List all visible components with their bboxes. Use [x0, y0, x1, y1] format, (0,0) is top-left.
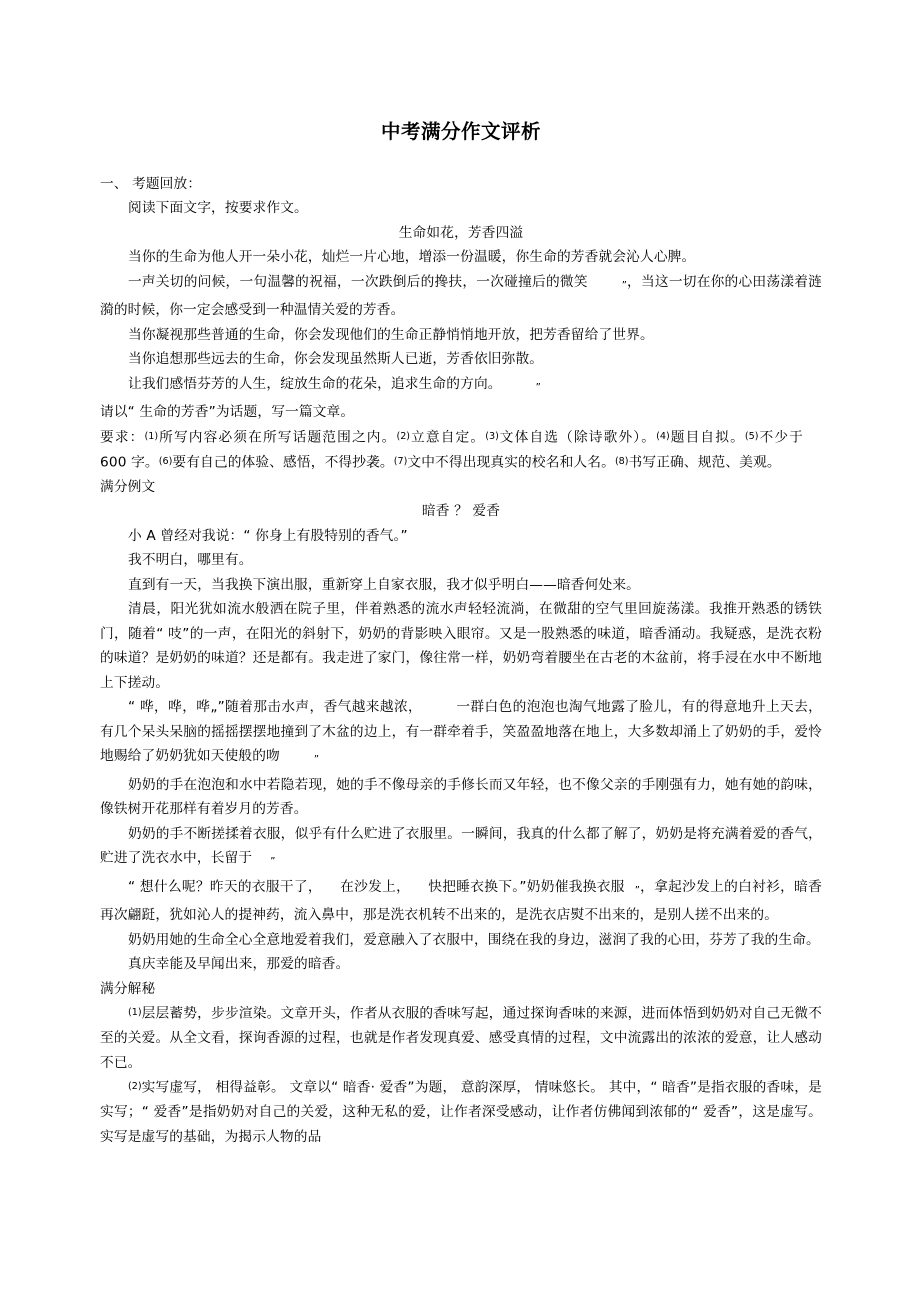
- requirements-label: 要求：: [100, 429, 145, 445]
- requirement-num-8: (8): [614, 455, 629, 467]
- prompt-paragraph-3: 当你凝视那些普通的生命，你会发现他们的生命正静悄悄地开放，把芳香留给了世界。: [128, 326, 654, 343]
- essay-paragraph-7: [100, 822, 822, 875]
- essay-title: 暗香 ？ 爱香: [421, 503, 501, 519]
- essay-paragraph-8-a: “ 想什么呢？昨天的衣服干了，: [128, 878, 322, 895]
- essay-paragraph-5-quote: ”: [313, 754, 320, 765]
- essay-paragraph-8-b: 在沙发上，: [339, 878, 411, 895]
- prompt-paragraph-2: [100, 270, 822, 323]
- prompt-paragraph-1: 当你的生命为他人开一朵小花，灿烂一片心地，增添一份温暖，你生命的芳香就会沁人心脾。: [128, 249, 696, 265]
- essay-paragraph-7-quote: ”: [270, 856, 276, 867]
- essay-paragraph-10: 真庆幸能及早闻出来，那爱的暗香。: [128, 956, 350, 972]
- requirement-num-2: (2): [396, 430, 411, 442]
- requirement-num-4: (4): [656, 430, 670, 442]
- requirement-text-5: 不少于: [758, 429, 804, 445]
- prompt-paragraph-5-quote: ”: [535, 381, 541, 393]
- requirement-text-8: 书写正确、规范、美观。: [628, 454, 781, 470]
- essay-paragraph-2: 我不明白，哪里有。: [128, 552, 253, 568]
- requirement-num-1: (1): [144, 430, 159, 442]
- requirement-num-7: (7): [393, 455, 408, 467]
- section-number: 一、: [100, 175, 128, 192]
- analysis-item-2-text: 实写虚写， 相得益彰。 文章以“ 暗香· 爱香”为题， 意韵深厚， 情味悠长。 其中，“ 暗香”是指衣服的香味，是实写；“ 爱香”是指奶奶对自己的关爱，这种无私的爱，让作者深受感动，让作者仿佛闻到浓郁的“ 爱香”，这是虚写。实写是虚写的基础，为揭示人物的品: [100, 1079, 822, 1145]
- section-heading-label: 考题回放：: [132, 175, 202, 192]
- essay-paragraph-8: [100, 875, 822, 928]
- essay-paragraph-5-tail: 一群白色的泡泡也淘气地露了脸儿，有的得意地升上天去，有几个呆头呆脑的摇摇摆摆地撞到了木盆的边上，有一群牵着手，笑盈盈地落在地上，大多数却涌上了奶奶的手，爱怜地赐给了奶奶犹如天使般的吻: [100, 699, 822, 764]
- essay-paragraph-8-d: ，拿起沙发上的白衬衫，暗香再次翩跹，犹如沁人的提神药，流入鼻中，那是洗衣机转不出来的，是洗衣店熨不出来的，是别人搓不出来的。: [100, 878, 822, 923]
- essay-paragraph-6: 奶奶的手在泡泡和水中若隐若现，她的手不像母亲的手修长而又年轻，也不像父亲的手刚强有力，她有她的韵味，像铁树开花那样有着岁月的芳香。: [100, 776, 822, 817]
- prompt-paragraph-2-quote: ”: [621, 279, 627, 291]
- prompt-paragraph-2-text: 一声关切的问候，一句温馨的祝福，一次跌倒后的搀扶，一次碰撞后的微笑: [128, 273, 588, 290]
- analysis-item-1: [100, 1001, 822, 1075]
- requirement-text-3: 文体自选（除诗歌外）。: [498, 429, 657, 445]
- prompt-paragraph-5: [100, 372, 822, 401]
- analysis-item-2-num: (2): [128, 1081, 142, 1092]
- essay-paragraph-1: 小 A 曾经对我说：“ 你身上有股特别的香气。”: [128, 527, 408, 544]
- prompt-paragraph-4: 当你追想那些远去的生命，你会发现虽然斯人已逝，芳香依旧弥散。: [128, 351, 544, 367]
- essay-paragraph-4: 清晨，阳光犹如流水般洒在院子里，伴着熟悉的流水声轻轻流淌，在微甜的空气里回旋荡漾。我推开熟悉的锈铁门，随着“ 吱”的一声，在阳光的斜射下，奶奶的背影映入眼帘。又是一股熟悉的味道，暗香涌动。我疑惑，是洗衣粉的味道？是奶奶的味道？还是都有。我走进了家门，像往常一样，奶奶弯着腰坐在古老的木盆前，将手浸在水中不断地上下搓动。: [100, 601, 822, 691]
- requirement-text-6: 要有自己的体验、感悟，不得抄袭。: [172, 454, 394, 470]
- requirement-text-2: 立意自定。: [410, 429, 486, 445]
- analysis-item-1-num: (1): [128, 1007, 142, 1018]
- section-heading-exam-review: [100, 172, 822, 197]
- exam-instruction: 阅读下面文字，按要求作文。: [128, 200, 308, 216]
- prompt-paragraph-5-text: 让我们感悟芬芳的人生，绽放生命的花朵，追求生命的方向。: [128, 375, 502, 392]
- essay-paragraph-5-head: “ 哗，哗，哗„”随着那击水声，香气越来越浓，: [128, 699, 423, 715]
- analysis-item-2: [100, 1075, 822, 1149]
- section-heading-model-essay: 满分例文: [100, 478, 156, 495]
- requirement-text-4: 题目自拟。: [669, 429, 745, 445]
- essay-paragraph-8-quote: ”: [634, 884, 640, 896]
- requirement-num-3: (3): [485, 430, 499, 442]
- analysis-item-1-text: 层层蓄势，步步渲染。文章开头，作者从衣服的香味写起，通过探询香味的来源，进而体悟到奶奶对自己无微不至的关爱。从全文看，探询香源的过程，也就是作者发现真爱、感受真情的过程，文中流露出的浓浓的爱意，让人感动不已。: [100, 1005, 822, 1071]
- topic-line: 请以“ 生命的芳香”为话题，写一篇文章。: [100, 404, 355, 420]
- requirement-text-7: 文中不得出现真实的校名和人名。: [407, 454, 615, 470]
- requirement-text-5b: 600 字。: [100, 454, 159, 470]
- essay-paragraph-3: 直到有一天，当我换下演出服，重新穿上自家衣服，我才似乎明白——暗香何处来。: [128, 576, 640, 593]
- prompt-paragraph-2-tail: ，当这一切在你的心田荡漾着涟漪的时候，你一定会感受到一种温情关爱的芳香。: [100, 273, 822, 318]
- page-title: 中考满分作文评析: [380, 120, 541, 143]
- essay-paragraph-9: 奶奶用她的生命全心全意地爱着我们，爱意融入了衣服中，围绕在我的身边，滋润了我的心田，芬芳了我的生命。: [128, 931, 820, 948]
- prompt-title: 生命如花，芳香四溢: [398, 224, 524, 241]
- requirement-num-6: (6): [158, 455, 173, 467]
- requirement-num-5: (5): [744, 430, 759, 442]
- essay-paragraph-8-c: 快把睡衣换下。”奶奶催我换衣服: [428, 878, 625, 895]
- requirement-text-1: 所写内容必须在所写话题范围之内。: [158, 429, 397, 445]
- document-content: [100, 0, 822, 1149]
- essay-paragraph-7-text: 奶奶的手不断搓揉着衣服，似乎有什么贮进了衣服里。一瞬间，我真的什么都了解了，奶奶是将充满着爱的香气，贮进了洗衣水中，长留于: [100, 825, 822, 866]
- requirements-paragraph: [100, 425, 822, 475]
- section-heading-analysis: 满分解秘: [100, 980, 156, 997]
- essay-paragraph-5: [100, 695, 822, 773]
